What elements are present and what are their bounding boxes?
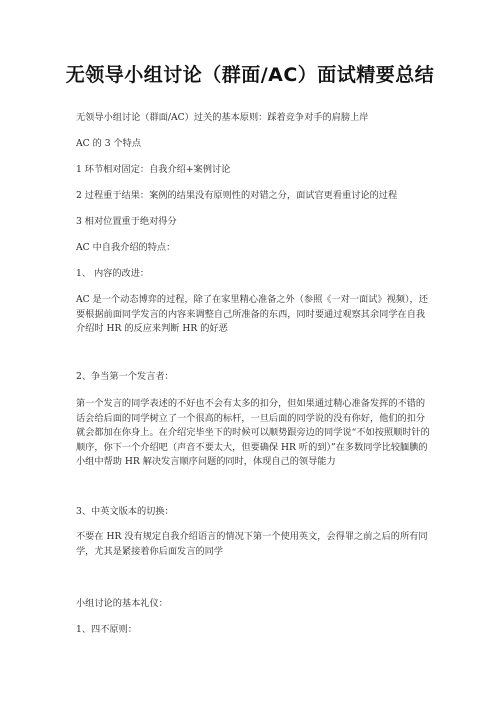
paragraph-language-switch-body: 不要在 HR 没有规定自我介绍语言的情况下第一个使用英文，会得罪之前之后的所有同学，尤其是紧接着你后面发言的同学 [76, 531, 428, 557]
document-title: 无领导小组讨论（群面/AC）面试精要总结 [65, 64, 435, 86]
paragraph-four-no-principles: 1、四不原则： [76, 624, 137, 635]
paragraph-first-speaker-body: 第一个发言的同学表述的不好也不会有太多的扣分，但如果通过精心准备发挥的不错的话会给后面的同学树立了一个很高的标杆，一旦后面的同学说的没有你好，他们的扣分就会都加在你身上。在介绍完毕坐下的时候可以顺势跟旁边的同学说“不如按照顺时针的顺序，你下一个介绍吧（声音不要太大，但要确保 HR 听的到）”在多数同学比较腼腆的小组中帮助 HR 解决发言顺序问题的同时，体现自己的领导能力 [76, 398, 430, 467]
paragraph-feature-3: 3 相对位置重于绝对得分 [76, 216, 177, 227]
paragraph-etiquette-heading: 小组讨论的基本礼仪： [76, 598, 168, 609]
paragraph-first-speaker-heading: 2、争当第一个发言者： [76, 371, 174, 382]
paragraph-language-switch-heading: 3、中英文版本的切换： [76, 506, 174, 517]
paragraph-basic-principle: 无领导小组讨论（群面/AC）过关的基本原则：踩着竞争对手的肩膀上岸 [76, 112, 369, 123]
paragraph-ac-features-heading: AC 的 3 个特点 [76, 138, 142, 149]
paragraph-content-improvement-heading: 1、 内容的改进： [76, 268, 150, 279]
paragraph-feature-2: 2 过程重于结果：案例的结果没有原则性的对错之分，面试官更看重讨论的过程 [76, 190, 398, 201]
paragraph-self-intro-heading: AC 中自我介绍的特点： [76, 242, 176, 253]
paragraph-feature-1: 1 环节相对固定：自我介绍+案例讨论 [76, 164, 231, 175]
paragraph-content-improvement-body: AC 是一个动态博弈的过程，除了在家里精心准备之外（参照《一对一面试》视频），还要根据前面同学发言的内容来调整自己所准备的东西，同时要通过观察其余同学在自我介绍时 HR 的反应来判断 HR 的好恶 [76, 294, 428, 334]
